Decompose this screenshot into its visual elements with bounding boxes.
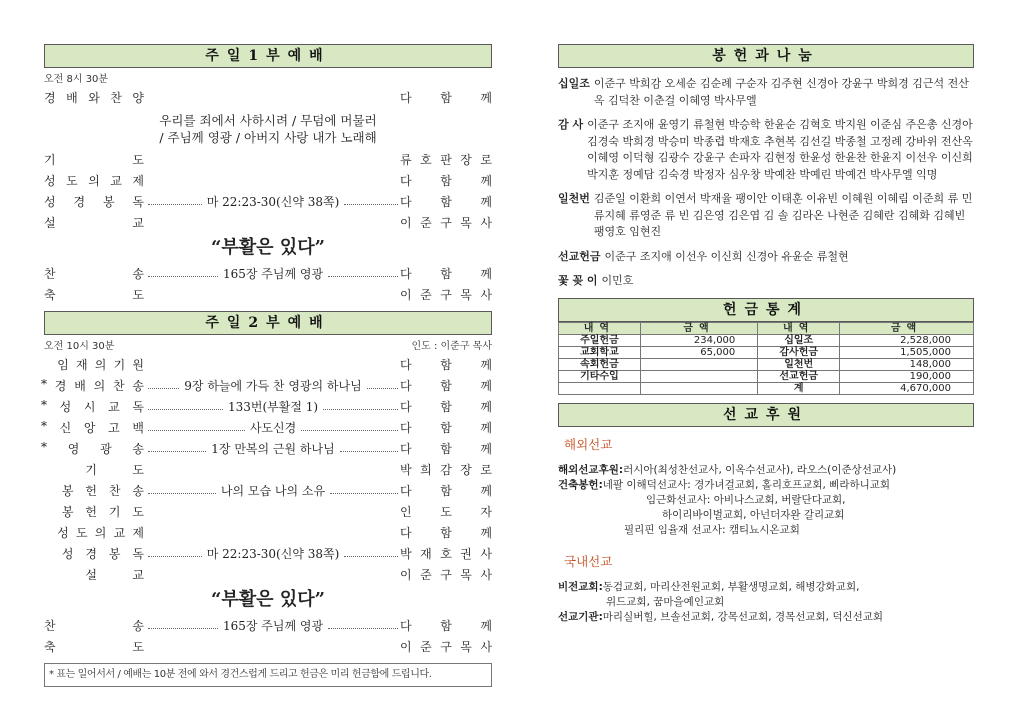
stats-cell: 190,000 bbox=[840, 370, 974, 382]
mission-text: 동검교회, 마리산전원교회, 부활생명교회, 해병강화교회, bbox=[602, 580, 860, 593]
mission-text: 네팔 이해덕선교사: 경가녀걸교회, 홀리호프교회, 삐라하니교회 bbox=[602, 478, 891, 491]
stats-row bbox=[559, 370, 974, 382]
offering-group-names: 이준구 조지애 윤영기 류철현 박승학 한윤순 김혁호 박지원 이준심 주은총 신경아 김경숙 박희경 박승미 박종렵 박재호 추현복 김선길 박종철 고정례 강바위 전산옥 이혜영 이덕형 김광수 강윤구 손파자 김현정 한윤성 한윤찬 한윤지 이선우 이신희 박지훈 정예담 김숙경 박정자 심우창 박예찬 박예린 박예건 박사무엘 익명 bbox=[587, 118, 973, 181]
offering-column bbox=[558, 0, 974, 625]
offering-group bbox=[558, 191, 974, 241]
order-detail: 133번(부활절 1) bbox=[227, 400, 319, 414]
mission-text: 하이리바이벌교회, 아넌더자완 갈리교회 bbox=[662, 508, 845, 521]
order-label: 찬 송 bbox=[44, 267, 144, 281]
service1-rows-c bbox=[44, 263, 492, 305]
domestic-mission-title: 국내선교 bbox=[564, 553, 613, 569]
order-row bbox=[44, 459, 492, 480]
lyrics-line: 우리를 죄에서 사하시려 / 무덤에 머물러 bbox=[159, 113, 377, 128]
order-row bbox=[44, 543, 492, 564]
order-presenter: 다 함 께 bbox=[400, 91, 492, 105]
order-row bbox=[44, 87, 492, 108]
stats-cell: 234,000 bbox=[640, 334, 757, 346]
order-row bbox=[44, 191, 492, 212]
order-presenter: 류 호 판 장 로 bbox=[400, 153, 492, 167]
order-presenter: 이 준 구 목 사 bbox=[400, 640, 492, 654]
offering-group bbox=[558, 249, 974, 266]
order-detail: 사도신경 bbox=[249, 421, 297, 435]
mission-text: 필리핀 임율재 선교사: 캠티뇨시온교회 bbox=[624, 523, 800, 536]
mission-label: 비전교회: bbox=[558, 580, 603, 593]
stats-head-cell: 금액 bbox=[640, 322, 757, 334]
order-label: 축 도 bbox=[44, 640, 144, 654]
service2-leader: 인도 : 이준구 목사 bbox=[411, 341, 492, 352]
mission-line bbox=[558, 463, 974, 478]
stats-cell: 65,000 bbox=[640, 346, 757, 358]
order-row bbox=[44, 170, 492, 191]
order-row bbox=[44, 636, 492, 657]
order-presenter: 다 함 께 bbox=[400, 421, 492, 435]
lyrics-line: / 주님께 영광 / 아버지 사랑 내가 노래해 bbox=[159, 130, 377, 145]
order-label: 성 도 의 교 제 bbox=[44, 174, 144, 188]
order-row bbox=[44, 354, 492, 375]
service1-rows-b bbox=[44, 149, 492, 233]
mission-line bbox=[558, 493, 974, 508]
order-row bbox=[41, 375, 492, 396]
offering-groups bbox=[558, 76, 974, 290]
mission-label: 선교기관: bbox=[558, 610, 603, 623]
mission-text: 임근화선교사: 아비나스교회, 버랄단다교회, bbox=[646, 493, 846, 506]
mission-line bbox=[558, 508, 974, 523]
offering-stats-table bbox=[558, 322, 974, 395]
order-presenter: 박 재 호 권 사 bbox=[400, 547, 492, 561]
stats-row bbox=[559, 358, 974, 370]
mission-label: 해외선교후원: bbox=[558, 463, 624, 476]
mission-header: 선교후원 bbox=[558, 403, 974, 427]
mission-text: 위드교회, 꿈마을예인교회 bbox=[606, 595, 725, 608]
mission-line bbox=[558, 580, 974, 595]
stats-row bbox=[559, 346, 974, 358]
service2-rows-a bbox=[41, 354, 492, 585]
order-presenter: 다 함 께 bbox=[400, 400, 492, 414]
order-detail: 165장 주님께 영광 bbox=[222, 619, 324, 633]
service-note: * 표는 일어서서 / 예배는 10분 전에 와서 경건스럽게 드리고 헌금은 미리 헌금함에 드립니다. bbox=[44, 663, 492, 687]
stats-cell bbox=[640, 370, 757, 382]
order-label: * 신 앙 고 백 bbox=[41, 419, 144, 435]
stats-cell bbox=[559, 382, 641, 394]
order-presenter: 박 희 감 장 로 bbox=[400, 463, 492, 477]
order-presenter: 다 함 께 bbox=[400, 484, 492, 498]
stats-cell: 2,528,000 bbox=[840, 334, 974, 346]
order-detail: 마 22:23-30(신약 38쪽) bbox=[206, 195, 340, 209]
order-detail: 165장 주님께 영광 bbox=[222, 267, 324, 281]
offering-group-label: 선교헌금 bbox=[558, 249, 601, 263]
overseas-mission-title: 해외선교 bbox=[564, 436, 613, 452]
order-label: 찬 송 bbox=[44, 619, 144, 633]
order-row bbox=[44, 263, 492, 284]
stats-cell: 4,670,000 bbox=[840, 382, 974, 394]
order-label: * 영 광 송 bbox=[41, 440, 144, 456]
order-presenter: 다 함 께 bbox=[400, 195, 492, 209]
stats-cell: 1,505,000 bbox=[840, 346, 974, 358]
overseas-mission-list bbox=[558, 463, 974, 538]
service2-rows-b bbox=[44, 615, 492, 657]
order-presenter: 다 함 께 bbox=[400, 358, 492, 372]
service2-sermon-title: “부활은 있다” bbox=[211, 589, 325, 610]
stats-cell: 148,000 bbox=[840, 358, 974, 370]
order-label: 기 도 bbox=[85, 463, 144, 477]
offering-group-label: 꽃 꽂 이 bbox=[558, 274, 598, 287]
mission-line bbox=[558, 610, 974, 625]
service2-time: 오전 10시 30분 인도 : 이준구 목사 bbox=[44, 341, 492, 352]
order-label: 성 경 봉 독 bbox=[61, 547, 144, 561]
order-row bbox=[44, 480, 492, 501]
order-presenter: 다 함 께 bbox=[400, 619, 492, 633]
order-row bbox=[41, 396, 492, 417]
order-detail: 나의 모습 나의 소유 bbox=[220, 484, 326, 498]
order-presenter: 이 준 구 목 사 bbox=[400, 568, 492, 582]
service1-sermon-title: “부활은 있다” bbox=[211, 237, 325, 258]
order-presenter: 다 함 께 bbox=[400, 174, 492, 188]
order-row bbox=[41, 417, 492, 438]
stats-cell: 십일조 bbox=[758, 334, 840, 346]
service2-header: 주일2부예배 bbox=[44, 311, 492, 335]
order-presenter: 다 함 께 bbox=[400, 526, 492, 540]
domestic-mission-list bbox=[558, 580, 974, 625]
stats-row bbox=[559, 334, 974, 346]
offering-group-names: 이준구 조지애 이선우 이신희 신경아 유윤순 류철현 bbox=[604, 249, 849, 263]
order-row bbox=[44, 149, 492, 170]
order-presenter: 다 함 께 bbox=[400, 379, 492, 393]
order-row bbox=[44, 522, 492, 543]
stats-cell: 감사헌금 bbox=[758, 346, 840, 358]
mission-line bbox=[558, 595, 974, 610]
service1-time: 오전 8시 30분 bbox=[44, 74, 109, 85]
stats-cell: 속회헌금 bbox=[559, 358, 641, 370]
order-presenter: 이 준 구 목 사 bbox=[400, 288, 492, 302]
stats-cell: 교회학교 bbox=[559, 346, 641, 358]
offering-group-label: 십일조 bbox=[558, 77, 590, 90]
order-detail: 1장 만복의 근원 하나님 bbox=[211, 442, 335, 456]
stats-head-cell: 내역 bbox=[758, 322, 840, 334]
praise-lyrics bbox=[44, 112, 492, 146]
offering-group bbox=[558, 273, 974, 290]
order-label: 성 경 봉 독 bbox=[44, 195, 144, 209]
order-label: 축 도 bbox=[44, 288, 144, 302]
order-label: 성 도 의 교 제 bbox=[57, 526, 144, 540]
mission-line bbox=[558, 478, 974, 493]
stats-cell bbox=[640, 382, 757, 394]
stats-cell: 일천번 bbox=[758, 358, 840, 370]
order-row bbox=[44, 501, 492, 522]
offering-group bbox=[558, 117, 974, 183]
order-row bbox=[44, 284, 492, 305]
offering-group-names: 김준일 이환희 이연서 박재율 팽이안 이태훈 이유빈 이혜원 이혜림 이준희 류 민 류지혜 류영준 류 빈 김은영 김은엽 김 솔 김라온 나현준 김혜란 김혜화 김혜빈 팽영호 임현진 bbox=[593, 192, 973, 238]
mission-text: 마리실버힐, 브솔선교회, 강목선교회, 경목선교회, 덕신선교회 bbox=[602, 610, 884, 623]
mission-text: 러시아(최성찬선교사, 이옥수선교사), 라오스(이준상선교사) bbox=[623, 463, 897, 476]
offering-group-label: 일천번 bbox=[558, 192, 590, 205]
order-presenter: 다 함 께 bbox=[400, 267, 492, 281]
stats-cell: 주일헌금 bbox=[559, 334, 641, 346]
order-row bbox=[44, 212, 492, 233]
order-presenter: 인 도 자 bbox=[400, 505, 492, 519]
worship-order-column bbox=[41, 0, 492, 687]
stats-head-row bbox=[559, 322, 974, 334]
stats-cell: 계 bbox=[758, 382, 840, 394]
offering-group-label: 감 사 bbox=[558, 118, 584, 131]
service1-rows-a bbox=[44, 87, 492, 108]
offering-header: 봉헌과나눔 bbox=[558, 44, 974, 68]
offering-group-names: 이민호 bbox=[601, 274, 634, 287]
stats-header: 헌금통계 bbox=[558, 298, 974, 322]
stats-row bbox=[559, 382, 974, 394]
mission-label: 건축봉헌: bbox=[558, 478, 603, 491]
order-row bbox=[44, 564, 492, 585]
order-row bbox=[44, 615, 492, 636]
order-label: * 경 배 의 찬 송 bbox=[41, 377, 144, 393]
order-detail: 마 22:23-30(신약 38쪽) bbox=[206, 547, 340, 561]
mission-line bbox=[558, 523, 974, 538]
order-label: 기 도 bbox=[44, 153, 144, 167]
order-row bbox=[41, 438, 492, 459]
stats-cell: 기타수입 bbox=[559, 370, 641, 382]
order-label: 설 교 bbox=[44, 216, 144, 230]
order-label: 봉 헌 찬 송 bbox=[61, 484, 144, 498]
offering-group-names: 이준구 박희감 오세순 김순례 구순자 김주현 신경아 강윤구 박희경 김근석 전산옥 김덕찬 이춘걸 이혜영 박사무엘 bbox=[593, 77, 969, 107]
order-detail: 9장 하늘에 가득 찬 영광의 하나님 bbox=[184, 379, 362, 393]
stats-head-cell: 내역 bbox=[559, 322, 641, 334]
order-presenter: 이 준 구 목 사 bbox=[400, 216, 492, 230]
order-label: 봉 헌 기 도 bbox=[61, 505, 144, 519]
order-presenter: 다 함 께 bbox=[400, 442, 492, 456]
stats-cell bbox=[640, 358, 757, 370]
order-label: 경 배 와 찬 양 bbox=[44, 91, 144, 105]
offering-group bbox=[558, 76, 974, 109]
stats-cell: 선교헌금 bbox=[758, 370, 840, 382]
stats-head-cell: 금액 bbox=[840, 322, 974, 334]
service1-header: 주일1부예배 bbox=[44, 44, 492, 68]
order-label: * 성 시 교 독 bbox=[41, 398, 144, 414]
order-label: 임 재 의 기 원 bbox=[57, 358, 144, 372]
order-label: 설 교 bbox=[85, 568, 144, 582]
